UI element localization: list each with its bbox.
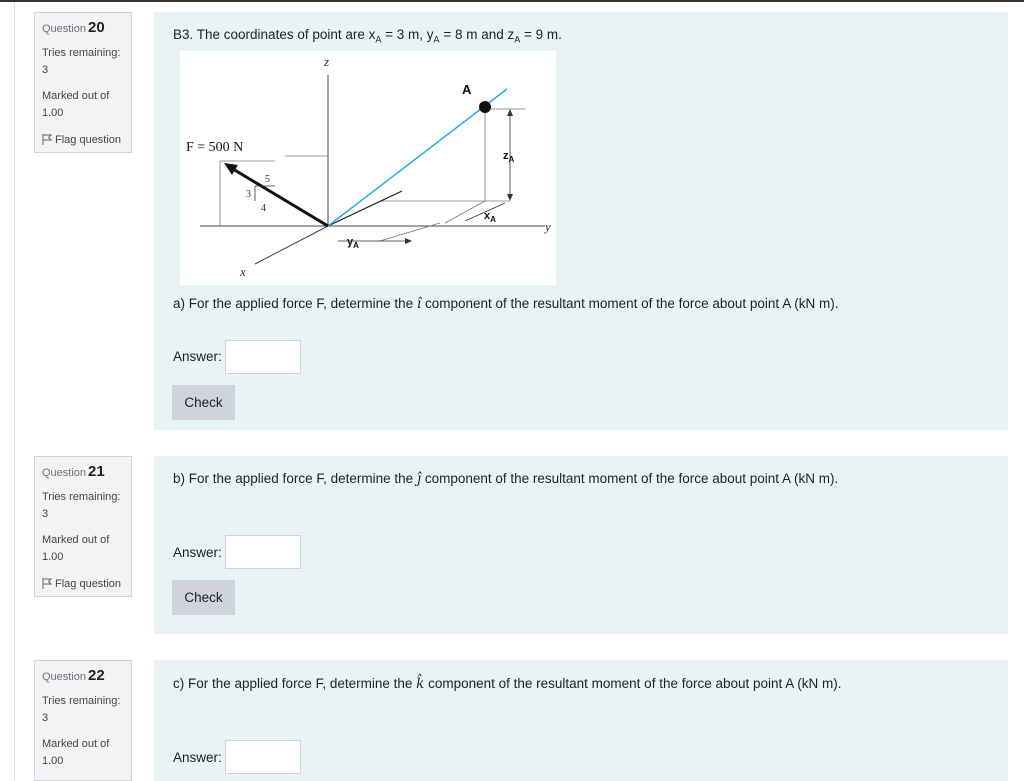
- x-axis-label: x: [240, 264, 246, 279]
- tries-label: Tries remaining:: [42, 47, 121, 59]
- point-a-marker: [479, 101, 491, 113]
- unit-vector-j: ĵ: [416, 471, 422, 487]
- flag-question-link[interactable]: [42, 134, 124, 146]
- z-dimension-label: $z_A$: [503, 150, 515, 164]
- tries-value: 3: [42, 508, 49, 520]
- question-label: Question: [42, 467, 87, 479]
- marked-label: Marked out of: [42, 738, 110, 750]
- force-vector: [228, 166, 328, 226]
- question-content-21: [154, 456, 1008, 634]
- x-dimension-label: $x_A$: [484, 210, 496, 224]
- svg-text:3: 3: [246, 189, 251, 200]
- question-content-20: [154, 12, 1008, 430]
- point-a-label: A: [462, 82, 472, 97]
- question-number: 20: [88, 19, 105, 36]
- y-axis-label: y: [545, 219, 551, 234]
- answer-label: Answer:: [173, 349, 222, 364]
- flag-icon: [42, 134, 52, 145]
- flag-question-label: Flag question: [55, 578, 122, 590]
- unit-vector-i: î: [416, 296, 422, 312]
- question-info-21: [34, 456, 132, 597]
- problem-figure: [180, 51, 556, 285]
- question-info-20: [34, 12, 132, 153]
- question-label: Question: [42, 23, 87, 35]
- y-dimension-label: $y_A$: [347, 236, 359, 250]
- z-axis-label: z: [324, 54, 330, 69]
- tries-value: 3: [42, 712, 49, 724]
- marked-label: Marked out of: [42, 534, 110, 546]
- svg-text:4: 4: [261, 203, 266, 214]
- flag-question-link[interactable]: [42, 578, 124, 590]
- answer-input-22[interactable]: [225, 740, 301, 774]
- check-button-20[interactable]: Check: [172, 385, 235, 420]
- problem-statement: B3. The coordinates of point are $x_A = 3$ m, $y_A = 8$ m and $z_A = 9$ m.: [173, 27, 562, 45]
- check-button-21[interactable]: Check: [172, 580, 235, 615]
- part-c-question: c) For the applied force F, determine the k̂ component of the resultant moment of the force about point A (kN m).: [173, 676, 842, 692]
- question-info-22: [34, 660, 132, 781]
- tries-value: 3: [42, 64, 49, 76]
- marked-value: 1.00: [42, 551, 64, 563]
- question-content-22: [154, 660, 1008, 781]
- tries-label: Tries remaining:: [42, 695, 121, 707]
- left-rule: [14, 2, 15, 781]
- answer-input-21[interactable]: [225, 535, 301, 569]
- marked-value: 1.00: [42, 107, 64, 119]
- question-number: 21: [88, 463, 105, 480]
- answer-input-20[interactable]: [225, 340, 301, 374]
- marked-label: Marked out of: [42, 90, 110, 102]
- part-b-question: b) For the applied force F, determine the ĵ component of the resultant moment of the force about point A (kN m).: [173, 471, 839, 487]
- svg-text:5: 5: [265, 174, 270, 185]
- marked-value: 1.00: [42, 755, 64, 767]
- tries-label: Tries remaining:: [42, 491, 121, 503]
- answer-label: Answer:: [173, 545, 222, 560]
- force-label: F = 500 N: [186, 140, 244, 155]
- question-label: Question: [42, 671, 87, 683]
- flag-question-label: Flag question: [55, 134, 122, 146]
- answer-label: Answer:: [173, 750, 222, 765]
- part-a-question: a) For the applied force F, determine the î component of the resultant moment of the force about point A (kN m).: [173, 296, 839, 312]
- flag-icon: [42, 578, 52, 589]
- question-number: 22: [88, 667, 105, 684]
- top-border: [0, 0, 1024, 2]
- unit-vector-k: k̂: [416, 676, 425, 692]
- force-diagram: [180, 51, 556, 285]
